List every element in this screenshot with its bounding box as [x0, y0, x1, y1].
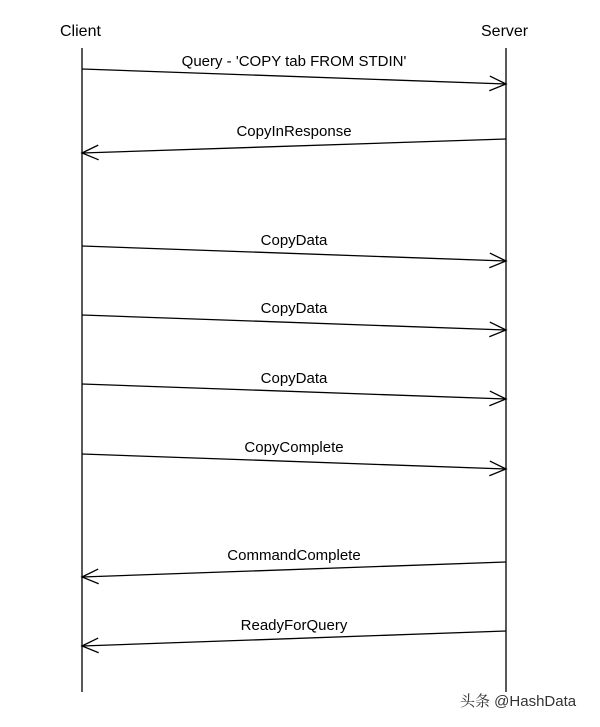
message-arrow-6 — [82, 454, 506, 476]
message-arrow-line — [82, 69, 506, 84]
message-label: CopyInResponse — [236, 123, 352, 140]
watermark-text: 头条 @HashData — [460, 693, 577, 710]
message-label: ReadyForQuery — [240, 617, 348, 634]
participant-client: Client — [60, 23, 101, 40]
message-arrow-7 — [82, 562, 506, 584]
message-label: CopyComplete — [244, 439, 344, 456]
message-label: CommandComplete — [227, 547, 361, 564]
message-label: CopyData — [260, 300, 328, 317]
message-arrow-4 — [82, 315, 506, 337]
message-arrow-1 — [82, 69, 506, 91]
message-arrow-line — [82, 139, 506, 153]
message-label: Query - 'COPY tab FROM STDIN' — [181, 53, 407, 70]
message-label: CopyData — [260, 232, 328, 249]
message-arrow-2 — [82, 139, 506, 160]
message-label: CopyData — [260, 370, 328, 387]
message-arrows — [82, 69, 506, 653]
participant-server: Server — [481, 23, 529, 40]
